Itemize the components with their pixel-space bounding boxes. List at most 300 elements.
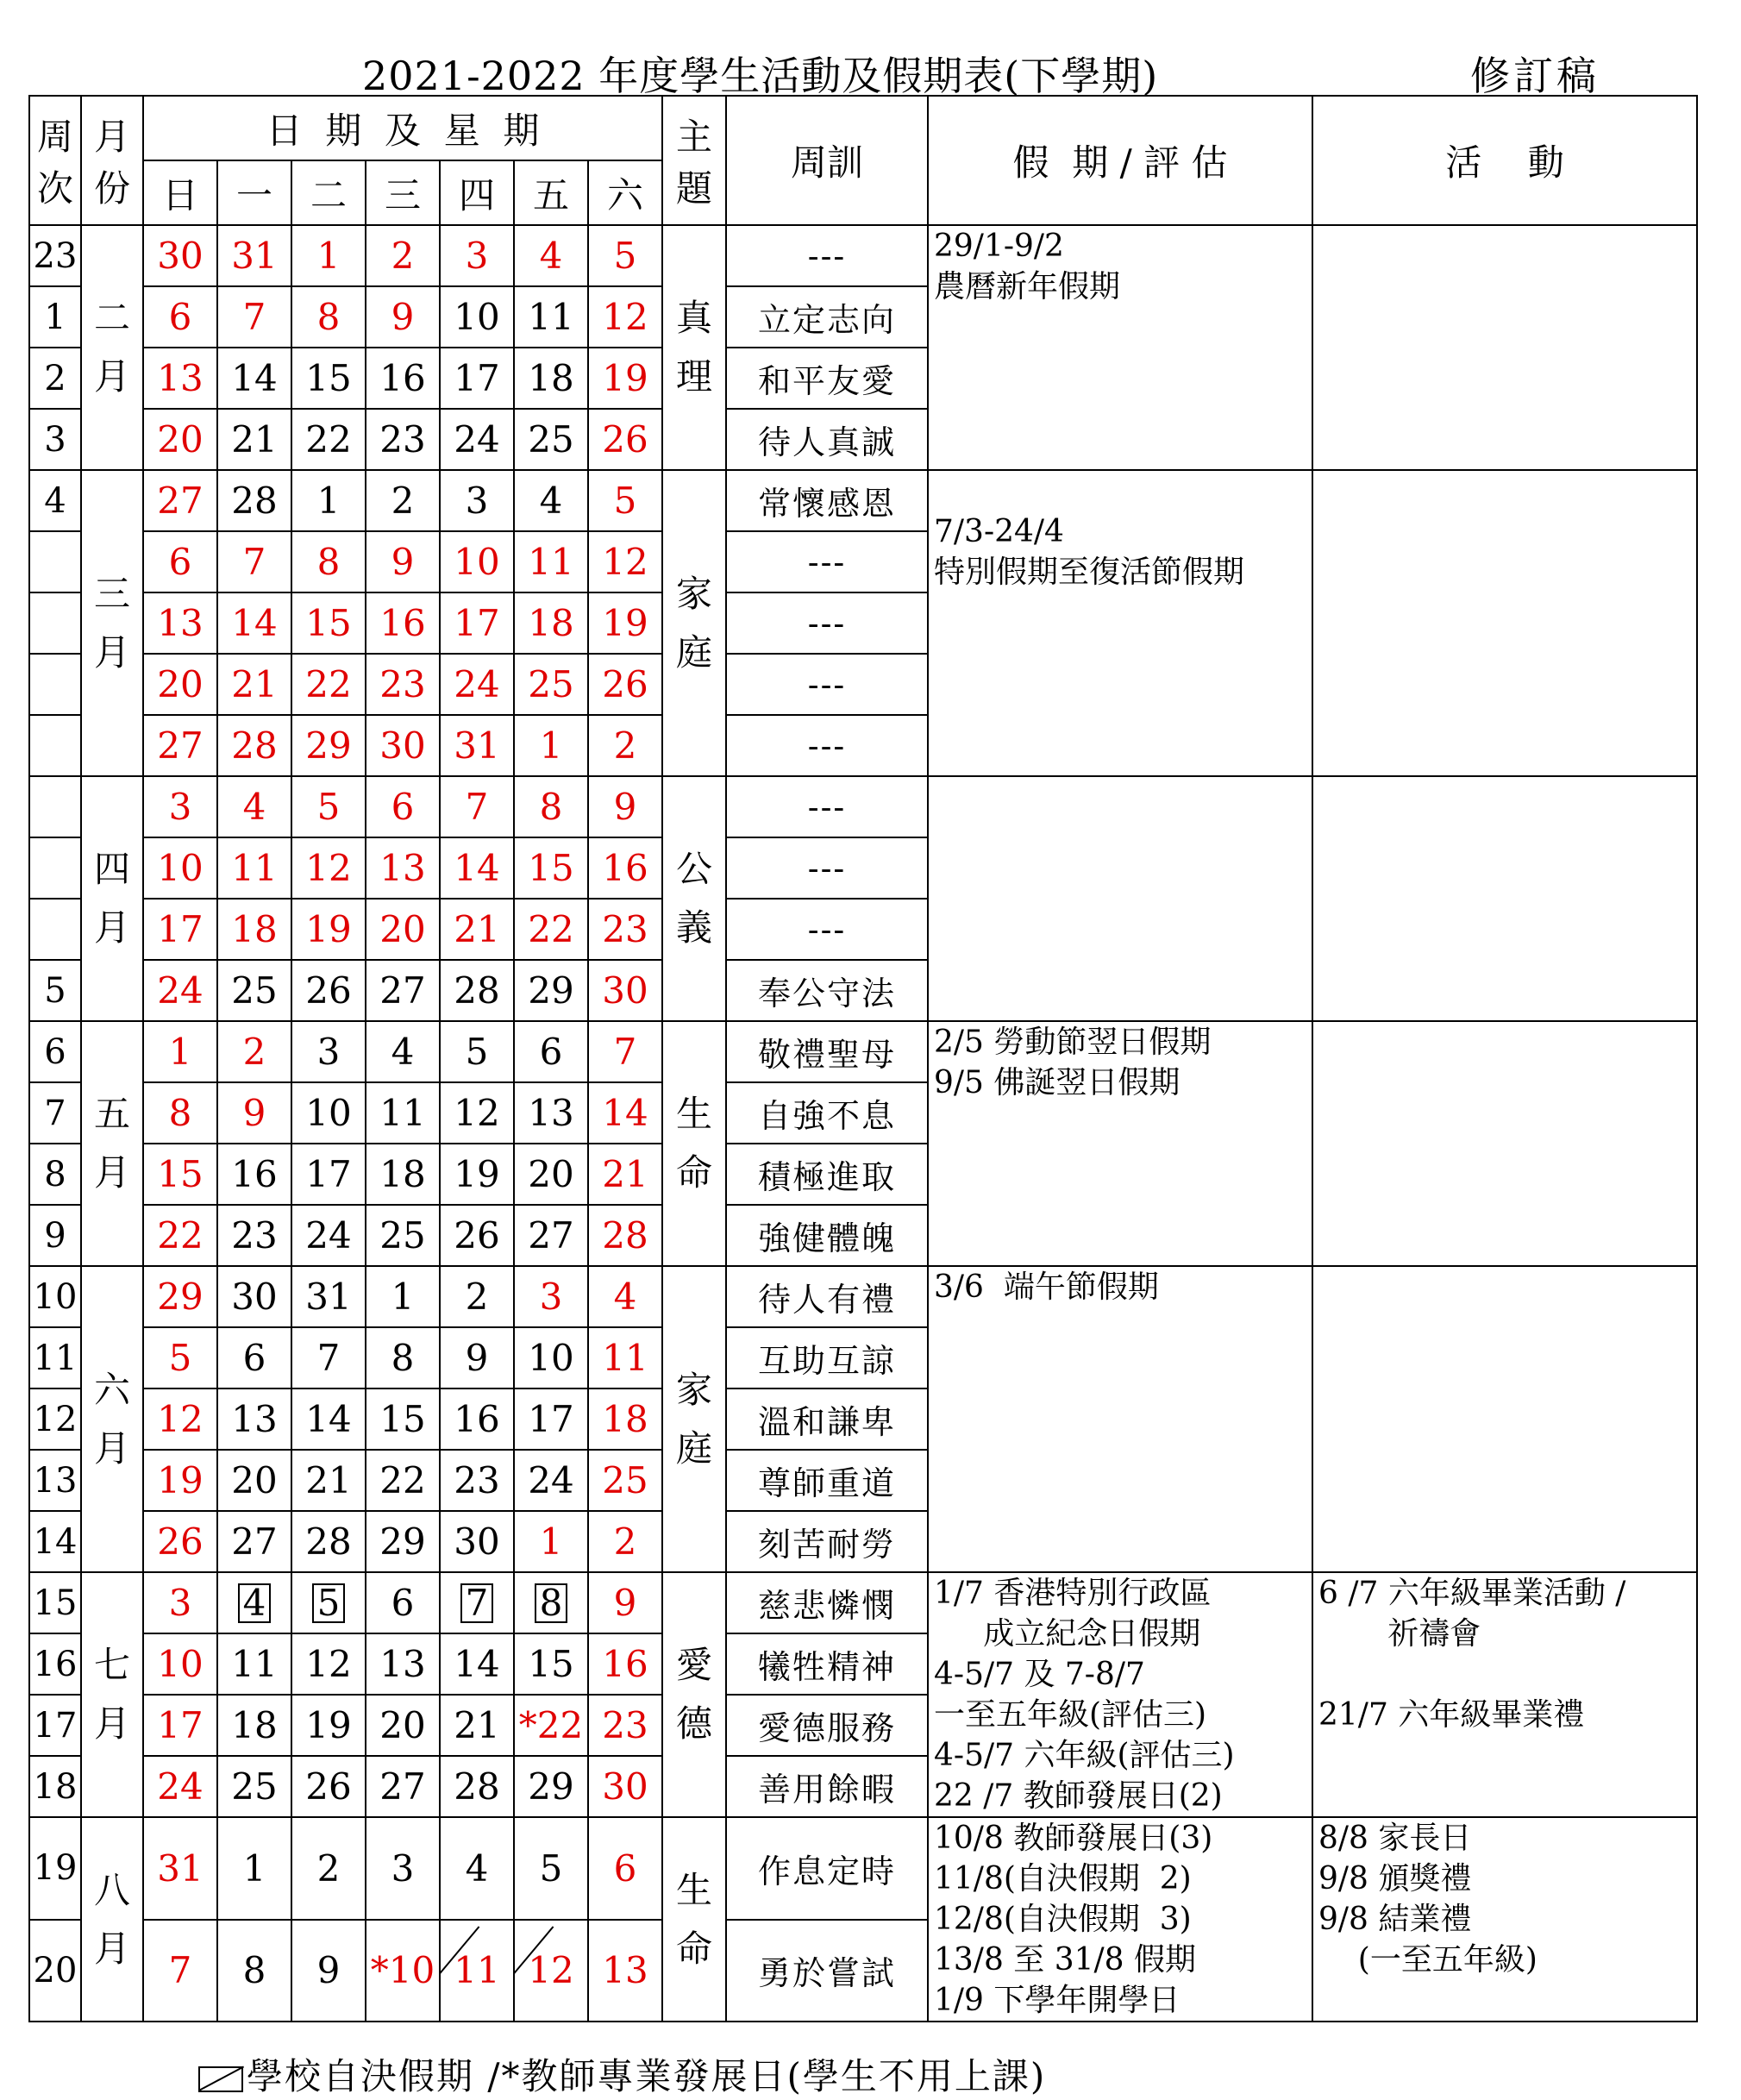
day-cell: 30	[217, 1266, 291, 1327]
month-label: 三 月	[81, 470, 143, 776]
day-cell: 15	[514, 837, 588, 899]
day-cell: 7	[291, 1327, 366, 1389]
day-cell: 3	[440, 225, 514, 286]
weekly-motto: ---	[726, 592, 928, 654]
day-cell: 25	[514, 409, 588, 470]
day-cell: 23	[588, 899, 662, 960]
day-cell: 5	[588, 225, 662, 286]
activity-cell	[1312, 225, 1697, 470]
holiday-line: 2/5 勞動節翌日假期	[934, 1025, 1212, 1060]
day-cell: 7	[588, 1021, 662, 1082]
day-cell: *22	[514, 1695, 588, 1756]
day-cell: 20	[143, 654, 217, 715]
day-cell: 9	[291, 1920, 366, 2022]
month-label: 四 月	[81, 776, 143, 1021]
day-cell: 2	[588, 715, 662, 776]
day-cell: 24	[440, 409, 514, 470]
day-cell: 21	[440, 899, 514, 960]
calendar-table	[28, 95, 1698, 2022]
day-cell: 31	[440, 715, 514, 776]
day-cell: 7	[440, 776, 514, 837]
day-cell: 15	[291, 348, 366, 409]
holiday-line: 4-5/7 及 7-8/7	[934, 1657, 1145, 1692]
day-cell: 4	[366, 1021, 440, 1082]
day-cell: 25	[514, 654, 588, 715]
day-cell: 2	[291, 1817, 366, 1920]
day-cell: 2	[440, 1266, 514, 1327]
week-number: 3	[29, 409, 81, 470]
table-row	[29, 1817, 1697, 1920]
week-number: 7	[29, 1082, 81, 1144]
table-row	[29, 1572, 1697, 1633]
week-number: 20	[29, 1920, 81, 2022]
day-cell: 12	[514, 1920, 588, 2022]
day-cell: 10	[291, 1082, 366, 1144]
day-cell: 9	[366, 286, 440, 348]
week-number: 14	[29, 1511, 81, 1572]
day-cell: 7	[217, 286, 291, 348]
week-number: 17	[29, 1695, 81, 1756]
day-cell: 17	[291, 1144, 366, 1205]
day-cell: 6	[514, 1021, 588, 1082]
week-number: 2	[29, 348, 81, 409]
day-cell: 1	[366, 1266, 440, 1327]
header-month: 月 份	[81, 96, 143, 225]
day-cell: 9	[366, 531, 440, 592]
day-cell: 21	[217, 409, 291, 470]
day-cell: 5	[291, 776, 366, 837]
day-cell: 31	[217, 225, 291, 286]
month-label: 六 月	[81, 1266, 143, 1572]
day-cell: 11	[366, 1082, 440, 1144]
day-cell: 16	[366, 592, 440, 654]
holiday-line	[934, 471, 1312, 511]
week-number: 12	[29, 1389, 81, 1450]
week-number	[29, 531, 81, 592]
day-cell: 12	[291, 1633, 366, 1695]
legend-footer	[198, 2048, 1046, 2100]
day-cell: 1	[291, 225, 366, 286]
holiday-cell	[928, 1021, 1312, 1266]
day-cell: 12	[588, 286, 662, 348]
day-cell: 5	[514, 1817, 588, 1920]
week-number: 6	[29, 1021, 81, 1082]
week-number	[29, 899, 81, 960]
weekday-header: 二	[291, 160, 366, 225]
day-cell: 10	[143, 1633, 217, 1695]
day-cell: 23	[366, 654, 440, 715]
day-cell: 9	[588, 776, 662, 837]
activity-line: (一至五年級)	[1318, 1942, 1537, 1978]
activity-cell	[1312, 1266, 1697, 1572]
table-row	[29, 1021, 1697, 1082]
weekly-motto: 積極進取	[726, 1144, 928, 1205]
day-cell: 1	[291, 470, 366, 531]
day-cell: 11	[514, 286, 588, 348]
weekly-motto: ---	[726, 654, 928, 715]
day-cell: 28	[217, 715, 291, 776]
day-cell: 16	[366, 348, 440, 409]
activity-line	[1318, 1654, 1696, 1695]
day-cell: 27	[366, 1756, 440, 1817]
week-number: 13	[29, 1450, 81, 1511]
week-number: 23	[29, 225, 81, 286]
holiday-line: 11/8(自決假期 2)	[934, 1861, 1192, 1896]
day-cell: 3	[514, 1266, 588, 1327]
holiday-line: 9/5 佛誕翌日假期	[934, 1065, 1180, 1100]
weekly-motto: 作息定時	[726, 1817, 928, 1920]
day-cell: 12	[291, 837, 366, 899]
day-cell: 21	[440, 1695, 514, 1756]
weekday-header: 五	[514, 160, 588, 225]
day-cell: 10	[440, 531, 514, 592]
day-cell: 7	[440, 1572, 514, 1633]
holiday-line: 特別假期至復活節假期	[934, 555, 1245, 590]
day-cell: 28	[217, 470, 291, 531]
theme-label: 生 命	[662, 1021, 726, 1266]
week-number: 1	[29, 286, 81, 348]
activity-line: 9/8 結業禮	[1318, 1902, 1472, 1937]
revision-label: 修訂稿	[1470, 53, 1600, 99]
theme-label: 愛 德	[662, 1572, 726, 1817]
day-cell: 6	[143, 531, 217, 592]
weekday-header: 四	[440, 160, 514, 225]
week-number	[29, 715, 81, 776]
day-cell: 3	[143, 1572, 217, 1633]
day-cell: 14	[217, 348, 291, 409]
theme-label: 家 庭	[662, 470, 726, 776]
weekly-motto: 待人有禮	[726, 1266, 928, 1327]
day-cell: 12	[588, 531, 662, 592]
day-cell: 3	[291, 1021, 366, 1082]
day-cell: 17	[440, 348, 514, 409]
day-cell: 21	[588, 1144, 662, 1205]
day-cell: 8	[143, 1082, 217, 1144]
day-cell: 5	[291, 1572, 366, 1633]
day-cell: 24	[143, 1756, 217, 1817]
day-cell: 2	[217, 1021, 291, 1082]
day-cell: 29	[514, 1756, 588, 1817]
weekly-motto: 慈悲憐憫	[726, 1572, 928, 1633]
day-cell: 17	[143, 899, 217, 960]
holiday-cell	[928, 1572, 1312, 1817]
day-cell: 25	[217, 1756, 291, 1817]
activity-line: 9/8 頒獎禮	[1318, 1861, 1472, 1896]
day-cell: 8	[366, 1327, 440, 1389]
day-cell: 20	[143, 409, 217, 470]
weekly-motto: 待人真誠	[726, 409, 928, 470]
day-cell: 26	[143, 1511, 217, 1572]
day-cell: 8	[217, 1920, 291, 2022]
week-number: 16	[29, 1633, 81, 1695]
header-date: 日 期 及 星 期	[143, 96, 662, 160]
day-cell: 18	[366, 1144, 440, 1205]
table-row	[29, 225, 1697, 286]
week-number: 10	[29, 1266, 81, 1327]
holiday-line: 3/6 端午節假期	[934, 1269, 1159, 1305]
day-cell: 14	[588, 1082, 662, 1144]
weekly-motto: 強健體魄	[726, 1205, 928, 1266]
week-number: 19	[29, 1817, 81, 1920]
day-cell: 31	[291, 1266, 366, 1327]
day-cell: 30	[588, 960, 662, 1021]
day-cell: 13	[514, 1082, 588, 1144]
week-number: 4	[29, 470, 81, 531]
week-number	[29, 592, 81, 654]
day-cell: 24	[143, 960, 217, 1021]
weekly-motto: 自強不息	[726, 1082, 928, 1144]
activity-cell	[1312, 470, 1697, 776]
activity-line: 祈禱會	[1318, 1616, 1481, 1652]
day-cell: 15	[143, 1144, 217, 1205]
day-cell: 19	[440, 1144, 514, 1205]
day-cell: 18	[217, 899, 291, 960]
day-cell: 19	[143, 1450, 217, 1511]
day-cell: 13	[366, 837, 440, 899]
holiday-cell	[928, 1817, 1312, 2022]
day-cell: 17	[143, 1695, 217, 1756]
activity-cell	[1312, 1817, 1697, 2022]
holiday-cell	[928, 470, 1312, 776]
weekly-motto: 立定志向	[726, 286, 928, 348]
day-cell: 21	[291, 1450, 366, 1511]
day-cell: 8	[291, 531, 366, 592]
holiday-line: 4-5/7 六年級(評估三)	[934, 1738, 1235, 1773]
day-cell: 18	[514, 592, 588, 654]
day-cell: 24	[514, 1450, 588, 1511]
day-cell: 27	[143, 470, 217, 531]
day-cell: 13	[143, 348, 217, 409]
day-cell: 19	[588, 592, 662, 654]
day-cell: 8	[514, 776, 588, 837]
activity-line: 6 /7 六年級畢業活動 /	[1318, 1576, 1626, 1611]
day-cell: 20	[366, 1695, 440, 1756]
day-cell: 6	[588, 1817, 662, 1920]
day-cell: 7	[143, 1920, 217, 2022]
holiday-line: 1/9 下學年開學日	[934, 1983, 1180, 2018]
day-cell: 23	[366, 409, 440, 470]
day-cell: 25	[588, 1450, 662, 1511]
day-cell: 29	[366, 1511, 440, 1572]
day-cell: 30	[588, 1756, 662, 1817]
day-cell: 27	[366, 960, 440, 1021]
day-cell: 23	[217, 1205, 291, 1266]
weekly-motto: 尊師重道	[726, 1450, 928, 1511]
week-number: 9	[29, 1205, 81, 1266]
holiday-line: 10/8 教師發展日(3)	[934, 1821, 1213, 1856]
day-cell: 19	[291, 899, 366, 960]
holiday-line: 1/7 香港特別行政區	[934, 1576, 1212, 1611]
activity-line: 21/7 六年級畢業禮	[1318, 1697, 1585, 1733]
day-cell: 29	[143, 1266, 217, 1327]
weekday-header: 日	[143, 160, 217, 225]
month-label: 七 月	[81, 1572, 143, 1817]
day-cell: 3	[143, 776, 217, 837]
day-cell: 14	[217, 592, 291, 654]
day-cell: *10	[366, 1920, 440, 2022]
header-activity: 活 動	[1312, 96, 1697, 225]
weekly-motto: 和平友愛	[726, 348, 928, 409]
weekly-motto: 奉公守法	[726, 960, 928, 1021]
day-cell: 4	[217, 776, 291, 837]
weekly-motto: ---	[726, 899, 928, 960]
day-cell: 2	[588, 1511, 662, 1572]
day-cell: 14	[440, 837, 514, 899]
holiday-line: 成立紀念日假期	[934, 1616, 1201, 1652]
weekly-motto: ---	[726, 837, 928, 899]
week-number	[29, 776, 81, 837]
weekly-motto: 敬禮聖母	[726, 1021, 928, 1082]
day-cell: 19	[291, 1695, 366, 1756]
weekly-motto: 互助互諒	[726, 1327, 928, 1389]
week-number: 5	[29, 960, 81, 1021]
day-cell: 27	[143, 715, 217, 776]
day-cell: 25	[366, 1205, 440, 1266]
header-holiday: 假 期 / 評 估	[928, 96, 1312, 225]
day-cell: 18	[217, 1695, 291, 1756]
day-cell: 23	[588, 1695, 662, 1756]
day-cell: 7	[217, 531, 291, 592]
day-cell: 13	[217, 1389, 291, 1450]
day-cell: 10	[143, 837, 217, 899]
day-cell: 12	[440, 1082, 514, 1144]
weekly-motto: 溫和謙卑	[726, 1389, 928, 1450]
day-cell: 1	[217, 1817, 291, 1920]
day-cell: 24	[440, 654, 514, 715]
day-cell: 15	[366, 1389, 440, 1450]
holiday-cell	[928, 776, 1312, 1021]
day-cell: 29	[514, 960, 588, 1021]
day-cell: 5	[588, 470, 662, 531]
holiday-line: 7/3-24/4	[934, 514, 1064, 549]
table-row	[29, 470, 1697, 531]
holiday-line: 29/1-9/2	[934, 229, 1064, 264]
day-cell: 26	[440, 1205, 514, 1266]
day-cell: 1	[514, 715, 588, 776]
week-number: 18	[29, 1756, 81, 1817]
day-cell: 20	[366, 899, 440, 960]
activity-cell	[1312, 776, 1697, 1021]
weekday-header: 一	[217, 160, 291, 225]
day-cell: 10	[440, 286, 514, 348]
day-cell: 9	[588, 1572, 662, 1633]
weekly-motto: 勇於嘗試	[726, 1920, 928, 2022]
day-cell: 30	[366, 715, 440, 776]
holiday-line: 13/8 至 31/8 假期	[934, 1942, 1197, 1978]
day-cell: 26	[291, 1756, 366, 1817]
day-cell: 9	[217, 1082, 291, 1144]
day-cell: 24	[291, 1205, 366, 1266]
day-cell: 9	[440, 1327, 514, 1389]
holiday-cell	[928, 1266, 1312, 1572]
holiday-cell	[928, 225, 1312, 470]
holiday-line: 農曆新年假期	[934, 269, 1121, 304]
day-cell: 6	[143, 286, 217, 348]
theme-label: 家 庭	[662, 1266, 726, 1572]
day-cell: 16	[440, 1389, 514, 1450]
day-cell: 17	[514, 1389, 588, 1450]
week-number: 15	[29, 1572, 81, 1633]
day-cell: 4	[588, 1266, 662, 1327]
weekly-motto: 善用餘暇	[726, 1756, 928, 1817]
table-row	[29, 1266, 1697, 1327]
week-number	[29, 654, 81, 715]
day-cell: 22	[366, 1450, 440, 1511]
weekday-header: 六	[588, 160, 662, 225]
day-cell: 27	[514, 1205, 588, 1266]
day-cell: 28	[440, 1756, 514, 1817]
day-cell: 28	[440, 960, 514, 1021]
day-cell: 14	[440, 1633, 514, 1695]
day-cell: 16	[588, 1633, 662, 1695]
day-cell: 22	[143, 1205, 217, 1266]
day-cell: 23	[440, 1450, 514, 1511]
day-cell: 11	[217, 837, 291, 899]
day-cell: 22	[291, 654, 366, 715]
day-cell: 6	[366, 776, 440, 837]
day-cell: 13	[588, 1920, 662, 2022]
week-number: 11	[29, 1327, 81, 1389]
weekly-motto: 犧牲精神	[726, 1633, 928, 1695]
weekly-motto: ---	[726, 776, 928, 837]
day-cell: 19	[588, 348, 662, 409]
month-label: 八 月	[81, 1817, 143, 2022]
day-cell: 4	[217, 1572, 291, 1633]
day-cell: 28	[588, 1205, 662, 1266]
day-cell: 14	[291, 1389, 366, 1450]
month-label: 五 月	[81, 1021, 143, 1266]
day-cell: 6	[217, 1327, 291, 1389]
day-cell: 18	[588, 1389, 662, 1450]
day-cell: 27	[217, 1511, 291, 1572]
weekly-motto: 刻苦耐勞	[726, 1511, 928, 1572]
weekly-motto: ---	[726, 715, 928, 776]
header-motto: 周訓	[726, 96, 928, 225]
weekday-header: 三	[366, 160, 440, 225]
theme-label: 真 理	[662, 225, 726, 470]
weekly-motto: ---	[726, 531, 928, 592]
day-cell: 4	[514, 225, 588, 286]
holiday-line: 12/8(自決假期 3)	[934, 1902, 1192, 1937]
day-cell: 3	[440, 470, 514, 531]
day-cell: 5	[143, 1327, 217, 1389]
day-cell: 29	[291, 715, 366, 776]
day-cell: 6	[366, 1572, 440, 1633]
page-title: 2021-2022 年度學生活動及假期表(下學期)	[362, 53, 1159, 99]
day-cell: 17	[440, 592, 514, 654]
activity-cell	[1312, 1021, 1697, 1266]
day-cell: 20	[217, 1450, 291, 1511]
day-cell: 22	[514, 899, 588, 960]
day-cell: 22	[291, 409, 366, 470]
theme-label: 公 義	[662, 776, 726, 1021]
day-cell: 15	[514, 1633, 588, 1695]
day-cell: 10	[514, 1327, 588, 1389]
day-cell: 1	[143, 1021, 217, 1082]
day-cell: 2	[366, 225, 440, 286]
day-cell: 11	[514, 531, 588, 592]
header-theme: 主 題	[662, 96, 726, 225]
day-cell: 4	[514, 470, 588, 531]
theme-label: 生 命	[662, 1817, 726, 2022]
day-cell: 2	[366, 470, 440, 531]
day-cell: 16	[588, 837, 662, 899]
holiday-line: 22 /7 教師發展日(2)	[934, 1778, 1223, 1814]
day-cell: 11	[440, 1920, 514, 2022]
weekly-motto: 常懷感恩	[726, 470, 928, 531]
diagonal-box-icon	[198, 2066, 243, 2092]
day-cell: 31	[143, 1817, 217, 1920]
